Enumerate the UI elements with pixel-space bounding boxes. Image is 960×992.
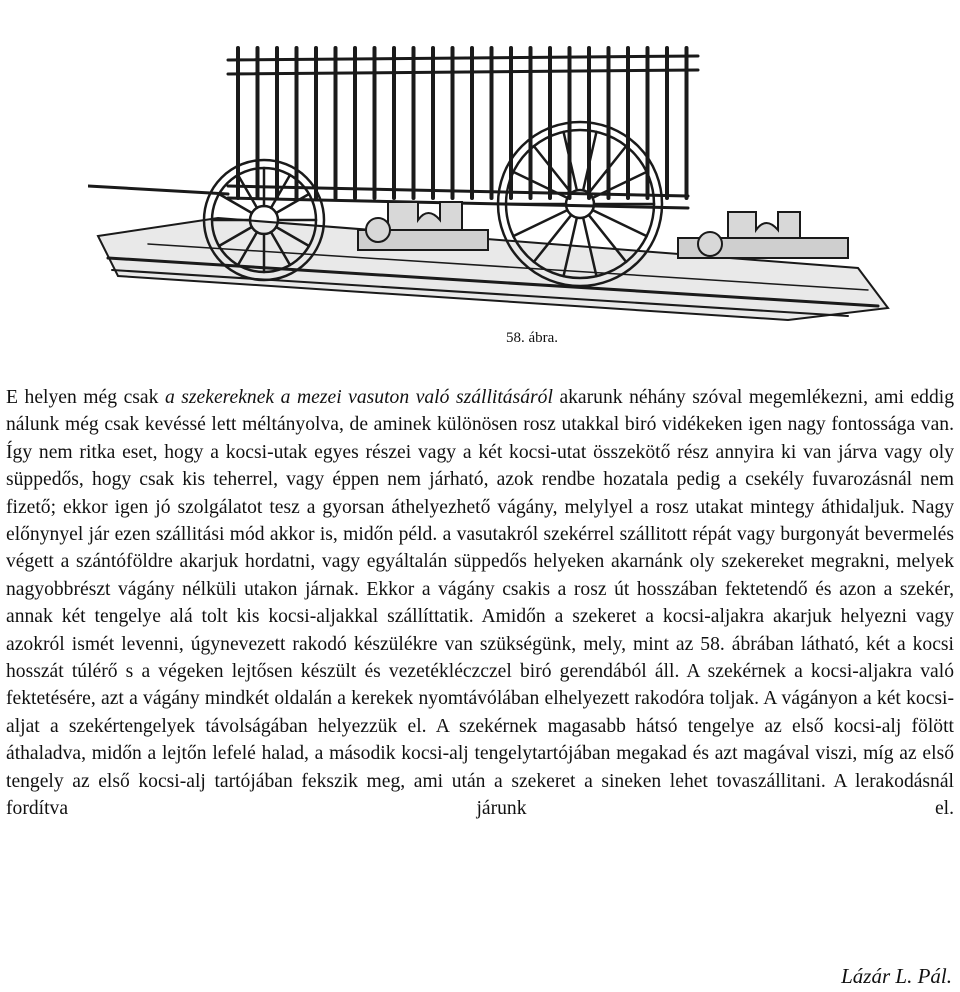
paragraph-1: [6, 384, 954, 823]
article-body: [6, 384, 954, 823]
wagon-loading-illustration: [88, 8, 894, 326]
front-wheel: [204, 160, 324, 280]
figure-caption-text: 58. ábra.: [505, 330, 559, 346]
paragraph-1-intro: E helyen még csak: [6, 387, 165, 408]
paragraph-1-continuation: a vasutakról szekérrel szállitott répát vagy burgonyát bevermelés végett a szántóföldre akarjuk hordatni, vagy egyáltalán süppedős helyeken akarnánk oly szekereket megrakni, melyek nagyobbrészt vágány nélküli utakon járnak. Ekkor a vágány csakis a rosz út hosszában fektetendő és azon a szekér, annak két tengelye alá tolt kis kocsi-aljakkal szállíttatik. Amidőn a szekeret a kocsi-aljakra akarjuk helyezni vagy azokról ismét levenni, úgynevezett rakodó készülékre van szükségünk, mely, mint az 58. ábrában látható, két a kocsi hosszát túlérő s a végeken lejtősen készült és vezetékléczczel biró gerendából áll. A szekérnek a kocsi-aljakra való fektetésére, azt a vágány mindkét oldalán a kerekek nyomtávólában elhelyezett rakodóra toljak. A vágányon a két kocsi-aljat a szekértengelyek távolságában helyezzük el. A szekérnek magasabb hátsó tengelye az első kocsi-alj fölött áthaladva, midőn a lejtőn lefelé halad, a második kocsi-alj tengelytartójában megakad és azt magával viszi, míg az első tengely az első kocsi-alj tartójában fekszik meg, ami után a szekeret a sineken lehet tovaszállitani. A lerakodásnál fordítva járunk el.: [6, 524, 954, 820]
paragraph-1-emphasis: a szekereknek a mezei vasuton való szállitásáról: [164, 387, 553, 408]
author-signature: Lázár L. Pál.: [841, 964, 952, 988]
figure-caption: [0, 330, 960, 347]
paragraph-1-rest: akarunk néhány szóval megemlékezni, ami eddig nálunk még csak kevéssé lett méltányolva, de aminek különösen rosz utakkal biró vidékeken igen nagy fontossága van. Így nem ritka eset, hogy a kocsi-utak egyes részei vagy a két kocsi-utat összekötő rész annyira ki van járva vagy oly süppedős, hogy csak kis teherrel, vagy éppen nem járható, azok rendbe hozatala pedig a csekély fuvarozásnál nem fizető; ekkor igen jó szolgálatot tesz a gyorsan áthelyezhető vágány, melylyel a rosz utakat mintegy áthidaljuk. Nagy előnynyel jár ezen szállitási mód akkor is, midőn péld.: [6, 387, 954, 546]
